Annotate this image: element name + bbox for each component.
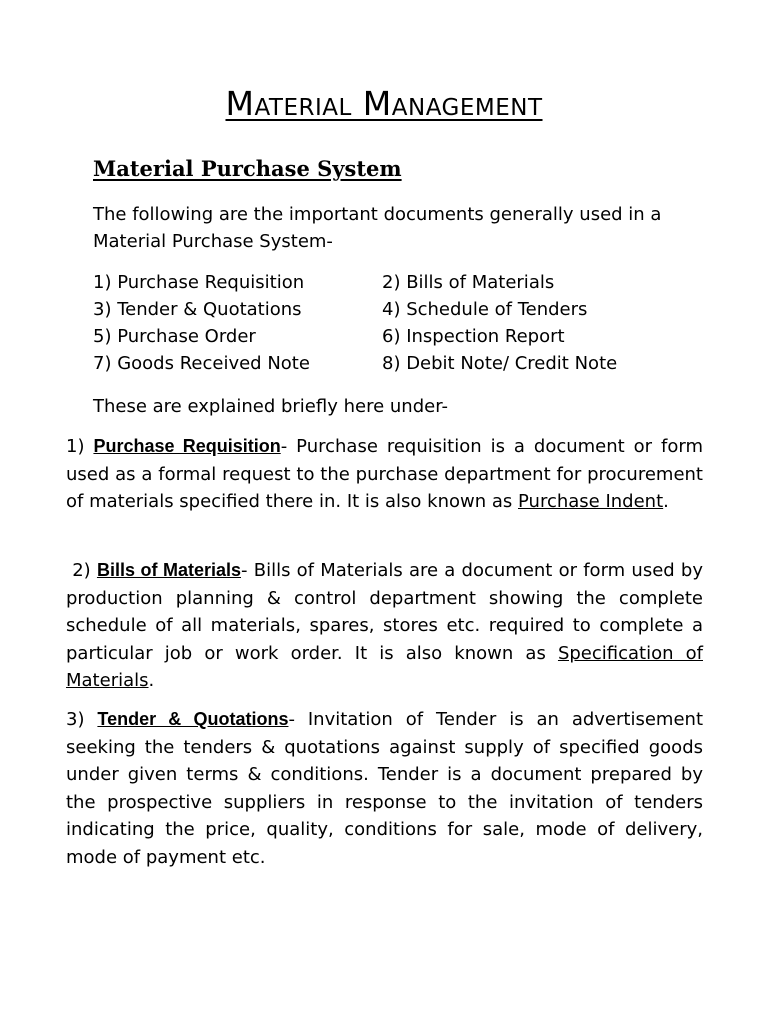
document-list-row (93, 296, 693, 323)
document-list-row (93, 350, 693, 377)
document-list-row (93, 323, 693, 350)
document-list (93, 269, 693, 377)
section-heading: Material Purchase System (93, 156, 402, 181)
document-item: 6) Inspection Report (382, 326, 565, 347)
paragraph-body: - Purchase requisition is a document or form used as a formal request to the purchase department for procurement of materials specified there in. It is also known as (66, 436, 703, 512)
explained-under-text: These are explained briefly here under- (93, 396, 448, 417)
paragraph-number: 1) (66, 436, 85, 457)
paragraph-alias: Specification of Materials (66, 642, 703, 691)
paragraph-term: Tender & Quotations (97, 709, 289, 729)
paragraph-end: . (148, 670, 155, 691)
document-item: 4) Schedule of Tenders (382, 299, 588, 320)
paragraph-end: . (663, 491, 669, 512)
document-item: 5) Purchase Order (93, 326, 256, 347)
document-list-row (93, 269, 693, 296)
intro-text: The following are the important documents generally used in a Material Purchase System- (93, 204, 662, 252)
paragraph-body: - Invitation of Tender is an advertisement seeking the tenders & quotations against supply of specified goods under given terms & conditions. Tender is a document prepared by the prospective suppliers in response to the invitation of tenders indicating the price, quality, conditions for sale, mode of delivery, mode of payment etc. (66, 709, 703, 868)
paragraph-bills-of-materials (66, 557, 703, 695)
paragraph-body: - Bills of Materials are a document or form used by production planning & control department showing the complete schedule of all materials, spares, stores etc. required to complete a particular job or work order. It is also known as (66, 560, 703, 664)
paragraph-number: 2) (72, 560, 91, 581)
paragraph-tender-quotations (66, 706, 703, 871)
paragraph-term: Purchase Requisition (93, 436, 281, 456)
document-item: 1) Purchase Requisition (93, 272, 305, 293)
paragraph-purchase-requisition (66, 433, 703, 516)
document-item: 7) Goods Received Note (93, 353, 310, 374)
paragraph-term: Bills of Materials (96, 560, 241, 580)
paragraph-number: 3) (66, 709, 85, 730)
document-item: 2) Bills of Materials (382, 272, 555, 293)
document-item: 3) Tender & Quotations (93, 299, 302, 320)
document-item: 8) Debit Note/ Credit Note (382, 353, 618, 374)
paragraph-alias: Purchase Indent (518, 491, 664, 512)
page-title: Material Management (225, 84, 543, 123)
